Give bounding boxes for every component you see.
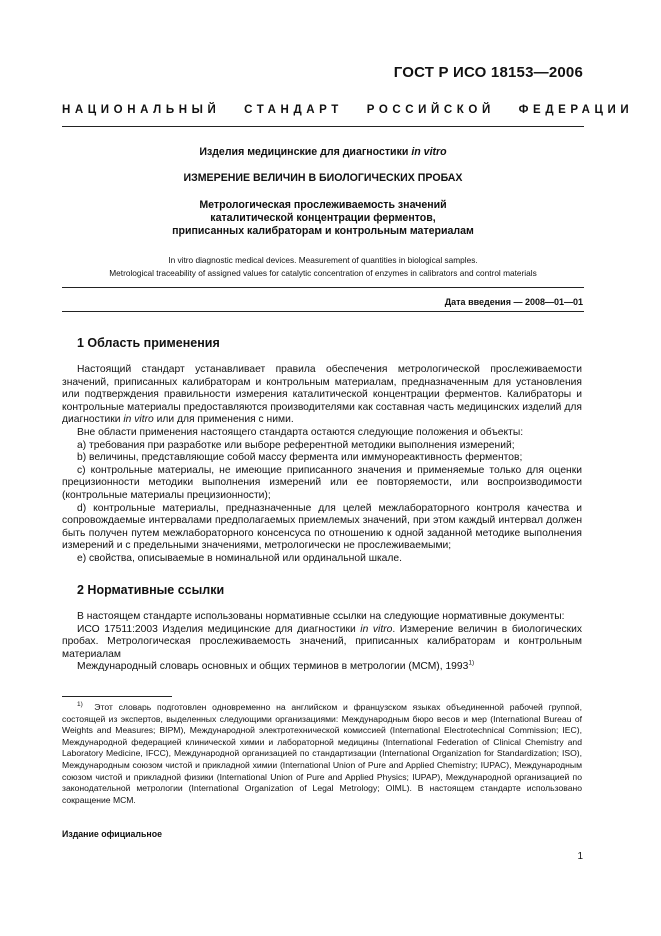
footnote-marker: 1) [77, 701, 83, 709]
ref1-italic: in vitro [360, 623, 393, 635]
english-title-line-2: Metrological traceability of assigned values for catalytic concentration of enzymes in calibrators and control materials [109, 267, 537, 278]
ref1-text-a: ИСО 17511:2003 Изделия медицинские для диагностики [77, 623, 361, 635]
title-line-3a: Метрологическая прослеживаемость значений [199, 199, 447, 211]
normative-reference-1 [62, 624, 582, 662]
section-1-paragraph-2: Вне области применения настоящего стандарта остаются следующие положения и объекты: [77, 426, 524, 438]
english-title-line-1: In vitro diagnostic medical devices. Measurement of quantities in biological samples. [168, 255, 478, 265]
introduction-date: Дата введения — 2008—01—01 [444, 297, 583, 307]
section-1-paragraph-1 [62, 364, 582, 427]
section-2-paragraph-1: В настоящем стандарте использованы нормативные ссылки на следующие нормативные документы: [77, 611, 565, 622]
title-line-1-italic: in vitro [411, 146, 447, 158]
standard-id: ГОСТ Р ИСО 18153—2006 [393, 64, 583, 81]
ref2-text: Международный словарь основных и общих терминов в метрологии (МСМ), 1993 [77, 661, 469, 673]
header-rule [62, 126, 584, 127]
title-line-3 [62, 199, 584, 238]
section-1-heading [77, 336, 220, 350]
national-standard-banner: НАЦИОНАЛЬНЫЙ СТАНДАРТ РОССИЙСКОЙ ФЕДЕРАЦИИ [62, 104, 634, 116]
list-item-b: b) величины, представляющие собой массу фермента или иммунореактивность ферментов; [77, 452, 523, 464]
footnote-reference[interactable]: 1) [468, 659, 475, 667]
title-line-3c: приписанных калибраторам и контрольным материалам [172, 225, 474, 237]
title-rule [62, 287, 584, 288]
list-item-e: e) свойства, описываемые в номинальной или ординальной шкале. [77, 552, 403, 564]
p1-italic: in vitro [123, 414, 154, 426]
title-line-1 [62, 146, 584, 159]
date-rule [62, 311, 584, 312]
normative-reference-2 [62, 661, 582, 674]
footnote [62, 702, 582, 806]
list-item-c: c) контрольные материалы, не имеющие приписанного значения и применяемые только для оценки прецизионности методики выполнения измерений или ее повторяемости, или воспроизводимости (контрольные материалы прецизионности); [62, 464, 582, 501]
section-2-title: 2 Нормативные ссылки [77, 583, 225, 597]
english-title [50, 254, 596, 279]
section-2-heading [77, 583, 224, 597]
footnote-body: Этот словарь подготовлен одновременно на английском и французском языках объединенной рабочей группой, состоящей из экспертов, выделенных следующими организациями: Международным бюро весов и мер (International Bureau of Weights and Measures; BIPM), Международной электротехнической комиссией (International Electrotechnical Commission; IEC), Международной федерацией клинической химии и лабораторной медицины (International Federation of Clinical Chemistry and Laboratory Medicine, IFCC), Международной организацией по стандартизации (International Organization for Standardization; ISO), Международным союзом чистой и прикладной химии (International Union of Pure and Applied Chemistry; IUPAC), Международным союзом чистой и прикладной физики (International Union of Pure and Applied Physics; IUPAP), Международной организацией по законодательной метрологии (International Organization of Legal Metrology; OIML). В настоящем стандарте использовано сокращение МСМ. [62, 702, 582, 805]
title-line-2: ИЗМЕРЕНИЕ ВЕЛИЧИН В БИОЛОГИЧЕСКИХ ПРОБАХ [183, 172, 463, 184]
p1-text-a: Настоящий стандарт устанавливает правила обеспечения метрологической прослеживаемости значений, приписанных калибраторам и контрольным материалам, предназначенным для установления или подтверждения правильности измерения каталитической концентрации ферментов. Калибраторы и контрольные материалы предоставляются производителями как составная часть медицинских изделий для диагностики [62, 364, 582, 426]
title-line-1-text: Изделия медицинские для диагностики [199, 146, 412, 158]
p1-text-b: или для применения с ними. [153, 414, 294, 426]
official-edition-label: Издание официальное [62, 829, 162, 839]
footnote-rule [62, 696, 172, 697]
title-line-3b: каталитической концентрации ферментов, [210, 212, 436, 224]
section-1-body [62, 364, 582, 566]
footnote-text [62, 702, 582, 806]
section-2-body [62, 611, 582, 674]
ref1-text-b: . Измерение величин в биологических пробах. Метрологическая прослеживаемость значений, приписанных калибраторам и контрольным материалам [62, 623, 582, 660]
list-item-d: d) контрольные материалы, предназначенные для целей межлабораторного контроля качества и сопровождаемые интервалами предполагаемых приемлемых значений, при этом каждый интервал должен быть получен путем межлабораторного консенсуса по отношению к одной заданной методике выполнения измерений и с предельными значениями, метрологически не прослеживаемыми; [62, 502, 582, 552]
page-number: 1 [577, 851, 583, 862]
list-item-a: a) требования при разработке или выборе референтной методики выполнения измерений; [77, 439, 515, 451]
section-1-title: 1 Область применения [77, 336, 220, 350]
